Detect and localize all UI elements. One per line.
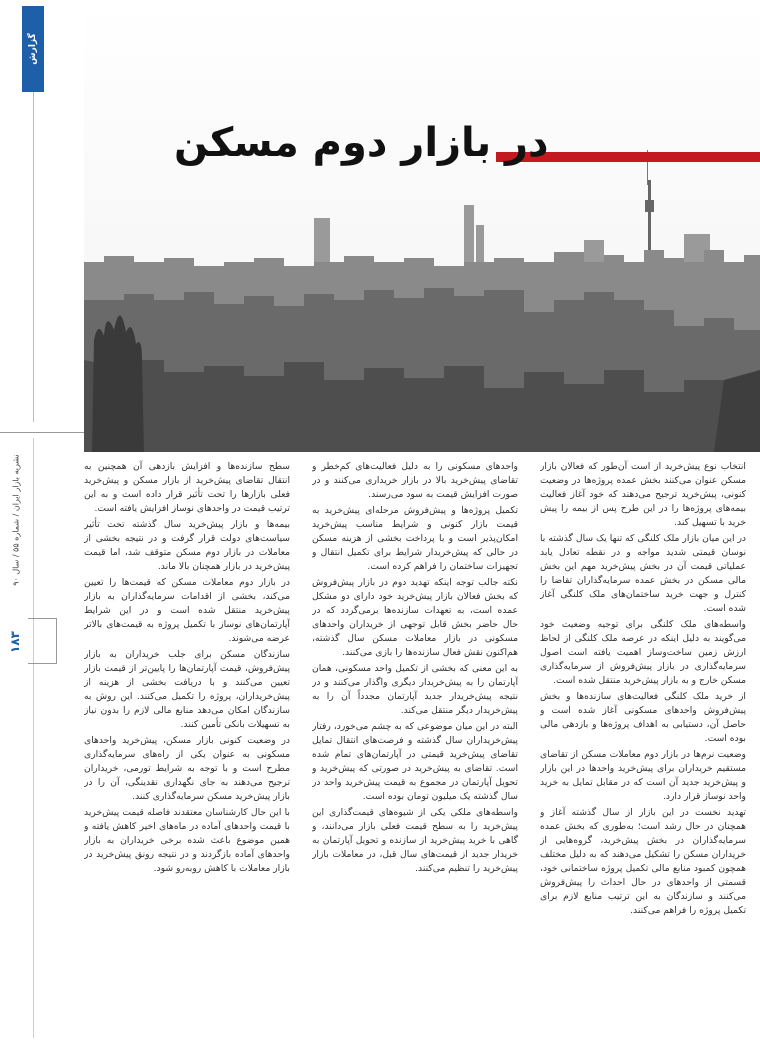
page-number — [0, 612, 30, 672]
sidebar-divider-bottom — [33, 438, 34, 1038]
paragraph: سازندگان مسکن برای جلب خریداران به بازار پیش‌فروش، قیمت آپارتمان‌ها را پایین‌تر از قیمت بازار تعیین می‌کنند و با دریافت بخشی از هزینه از پیش‌خریداران، پروژه را تکمیل می‌کنند. این روش به سازندگان امکان می‌دهد منابع مالی لازم را بدون نیاز به تسهیلات بانکی تأمین کنند. — [84, 649, 290, 730]
text-column-3 — [84, 460, 290, 1030]
paragraph: سطح سازنده‌ها و افزایش بازدهی آن همچنین به انتقال تقاضای پیش‌خرید از بازار مسکن و پیش‌خرید فعلی بازارها را تحت تأثیر قرار داده است و به این ترتیب قیمت در واحدهای نوساز افزایش یافته است. — [84, 461, 290, 514]
paragraph: واسطه‌های ملکی یکی از شیوه‌های قیمت‌گذاری این پیش‌خرید را به سطح قیمت فعلی بازار می‌دانند، و گاهی با خرید پیش‌خرید از سازنده و تحویل آپارتمان به خریدار جدید از قیمت‌های سال قبل، در معاملات بازار پیش‌خرید را تنظیم می‌کنند. — [312, 807, 518, 874]
paragraph: واسطه‌های ملک کلنگی برای توجیه وضعیت خود می‌گویند به دلیل اینکه در عرصه ملک کلنگی از لحاظ ارزش زمین ساخت‌وساز اهمیت یافته است اصول سرمایه‌گذاری در بازار پیش‌فروش از سرمایه‌گذاری مسکن خارج و به بازار پیش‌خرید منتقل شده است. — [540, 619, 746, 686]
article-body — [84, 460, 748, 1030]
paragraph: تکمیل پروژه‌ها و پیش‌فروش مرحله‌ای پیش‌خرید به قیمت بازار کنونی و شرایط مناسب پیش‌خرید امکان‌پذیر است و با پرداخت بخشی از هزینه مسکن در حالی که پیش‌خریدار شرایط برای تکمیل انتقال و تجهیزات ساختمان را فراهم کرده است. — [312, 505, 518, 572]
issue-text: نشریه بازار ایران / شماره ۵۵ / سال ۹۰ — [11, 454, 21, 586]
paragraph: به این معنی که بخشی از تکمیل واحد مسکونی، همان آپارتمان را به پیش‌خریدار دیگری واگذار می‌کنند و در نتیجه پیش‌خریدار جدید آپارتمان مجدداً آن را به پیش‌خریدار دیگر منتقل می‌کند. — [312, 663, 518, 716]
section-tab — [22, 6, 44, 92]
sidebar-divider-top — [33, 92, 34, 422]
sidebar-rule — [0, 432, 84, 433]
paragraph: تهدید نخست در این بازار از سال گذشته آغاز و همچنان در حال رشد است؛ به‌طوری که بخش عمده سرمایه‌گذاران در بخش پیش‌خرید، گروه‌هایی از خریداران مسکن را تشکیل می‌دهند که به دلیل مختلف همچون کمبود منابع مالی تکمیل پروژه ساختمانی خود، قسمتی از واحدهای در حال احداث را پیش‌فروش می‌کنند و سازندگان به این ترتیب منابع لازم برای تکمیل پروژه را فراهم می‌کنند. — [540, 807, 746, 916]
paragraph: واحدهای مسکونی را به دلیل فعالیت‌های کم‌خطر و تقاضای پیش‌خرید بالا در بازار خریداری می‌کنند و در صورت افزایش قیمت به سود می‌رسند. — [312, 461, 518, 500]
paragraph: البته در این میان موضوعی که به چشم می‌خورد، رفتار پیش‌خریداران سال گذشته و فرصت‌های انتقال تمایل تقاضای پیش‌خرید قیمتی در آپارتمان‌های تمام شده است. تقاضای به پیش‌خرید در صورتی که پیش‌خرید و تحویل آپارتمان در مجموع به قیمت پیش‌خرید واحد در سال گذشته یک میلیون تومان بوده است. — [312, 721, 518, 802]
page-number-box — [28, 618, 57, 664]
text-column-2 — [312, 460, 518, 1030]
paragraph: در بازار دوم معاملات مسکن که قیمت‌ها را تعیین می‌کند، بخشی از اقدامات سرمایه‌گذاران به بازار پیش‌خرید منتقل شده است و در این شرایط آپارتمان‌های نوساز با تکمیل پروژه به قیمت‌های بالاتر عرضه می‌شوند. — [84, 577, 290, 644]
paragraph: انتخاب نوع پیش‌خرید از است آن‌طور که فعالان بازار مسکن عنوان می‌کنند بخش عمده پروژه‌ها در وضعیت کنونی، پیش‌خرید ترجیح می‌دهند که خود آغاز فعالیت بیمه‌های پروژه‌ها را در این طرح پس از بیمه را پیش خرید با تسهیل کند. — [540, 461, 746, 528]
article-title: در بازار دوم مسکن — [174, 120, 549, 166]
text-column-1 — [540, 460, 746, 1030]
paragraph: در این میان بازار ملک کلنگی که تنها یک سال گذشته با نوسان قیمتی شدید مواجه و در نقطه تعادل یابد عملیاتی قیمت آن در بخش پیش‌خرید مهم این بخش مالی مسکن در بخش عمده سرمایه‌گذاران تقاضا را کنترل و جهت خرید ساختمان‌های ملک کلنگی آغاز شده است. — [540, 533, 746, 614]
paragraph: وضعیت نرم‌ها در بازار دوم معاملات مسکن از تقاضای مستقیم خریداران برای پیش‌خرید واحدها در این بازار و پیش‌خرید جدید آن است که در مقابل تمایل به خرید واحد نوساز قرار دارد. — [540, 749, 746, 802]
paragraph: بیمه‌ها و بازار پیش‌خرید سال گذشته تحت تأثیر سیاست‌های دولت قرار گرفت و در نتیجه بخشی از معاملات در بازار دوم مسکن متوقف شد، اما قیمت پیش‌خرید در بازار همچنان بالا ماند. — [84, 519, 290, 572]
issue-info — [6, 440, 26, 600]
hero-image — [84, 0, 760, 452]
paragraph: با این حال کارشناسان معتقدند فاصله قیمت پیش‌خرید با قیمت واحدهای آماده در ماه‌های اخیر کاهش یافته و همین موضوع باعث شده برخی خریداران به بازار واحدهای آماده بازگردند و در نتیجه رونق پیش‌خرید در بازار معاملات با کاهش روبه‌رو شود. — [84, 807, 290, 874]
paragraph: از خرید ملک کلنگی فعالیت‌های سازنده‌ها و بخش پیش‌فروش واحدهای مسکونی آغاز شده است و حاصل آن، دستیابی به اهداف پروژه‌ها و بازدهی مالی بوده است. — [540, 691, 746, 744]
sidebar — [0, 0, 84, 1044]
paragraph: نکته جالب توجه اینکه تهدید دوم در بازار پیش‌فروش که بخش فعالان بازار پیش‌خرید خود دارای دو مشکل عمده است، به تعهدات سازنده‌ها برمی‌گردد که در حال حاضر بخش قابل توجهی از خریداران واحدهای مسکونی در بازار معاملات مسکن سال گذشته، هم‌اکنون نقش فعال سازنده‌ها را بازی می‌کنند. — [312, 577, 518, 658]
section-label: گزارش — [28, 33, 38, 65]
city-skyline-illustration — [84, 0, 760, 452]
paragraph: در وضعیت کنونی بازار مسکن، پیش‌خرید واحدهای مسکونی به عنوان یکی از راه‌های سرمایه‌گذاری مطرح است و با توجه به شرایط تورمی، خریداران ترجیح می‌دهند به جای نگهداری نقدینگی، آن را در بازار پیش‌خرید مسکن سرمایه‌گذاری کنند. — [84, 735, 290, 802]
page-number-text: ۱۸۳ — [8, 631, 22, 653]
